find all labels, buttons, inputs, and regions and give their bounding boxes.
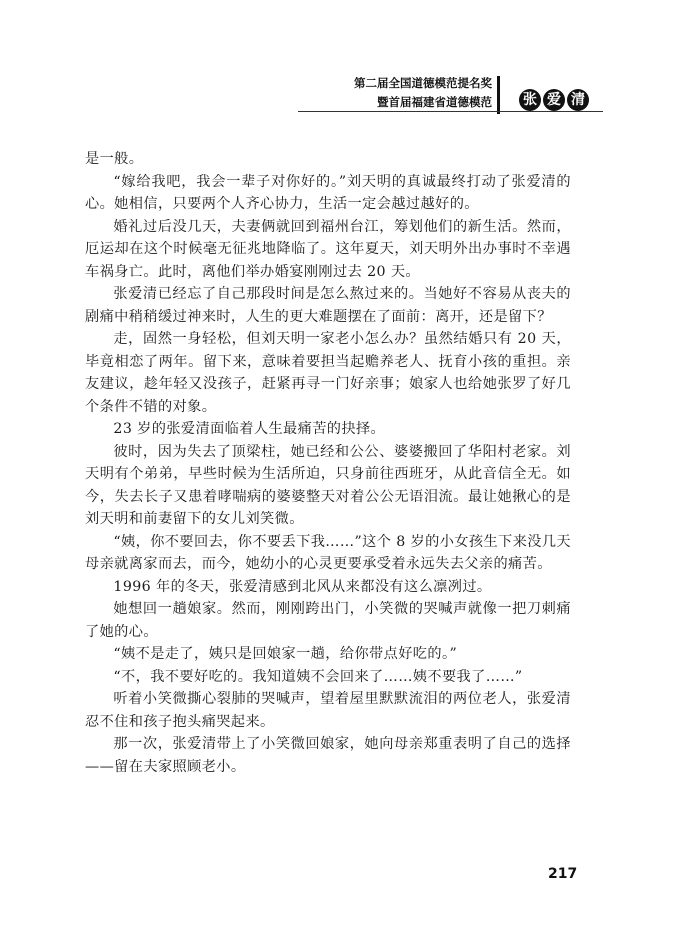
paragraph: 听着小笑微撕心裂肺的哭喊声，望着屋里默默流泪的两位老人，张爱清忍不住和孩子抱头痛哭起来。 xyxy=(85,691,571,730)
page-number: 217 xyxy=(548,866,578,882)
paragraph: 彼时，因为失去了顶梁柱，她已经和公公、婆婆搬回了华阳村老家。刘天明有个弟弟，早些时候为生活所迫，只身前往西班牙，从此音信全无。如今，失去长子又患着哮喘病的婆婆整天对着公公无语泪流。最让她揪心的是刘天明和前妻留下的女儿刘笑微。 xyxy=(85,443,571,527)
paragraph: 走，固然一身轻松，但刘天明一家老小怎么办？虽然结婚只有 20 天，毕竟相恋了两年。留下来，意味着要担当起赡养老人、抚育小孩的重担。亲友建议，趁年轻又没孩子，赶紧再寻一门好亲事；娘家人也给她张罗了好几个条件不错的对象。 xyxy=(85,331,571,415)
header-divider-bar xyxy=(497,76,500,114)
paragraph: 张爱清已经忘了自己那段时间是怎么熬过来的。当她好不容易从丧夫的剧痛中稍稍缓过神来时，人生的更大难题摆在了面前：离开，还是留下？ xyxy=(85,286,571,325)
name-seal xyxy=(519,89,589,111)
header-rule xyxy=(298,111,603,112)
paragraph: 1996 年的冬天，张爱清感到北风从来都没有这么凛冽过。 xyxy=(113,578,492,595)
header-line-2: 暨首届福建省道德模范 xyxy=(377,95,492,109)
paragraph: 婚礼过后没几天，夫妻俩就回到福州台江，筹划他们的新生活。然而，厄运却在这个时候毫无征兆地降临了。这年夏天，刘天明外出办事时不幸遇车祸身亡。此时，离他们举办婚宴刚刚过去 20 天。 xyxy=(85,218,571,280)
paragraph: 23 岁的张爱清面临着人生最痛苦的抉择。 xyxy=(113,421,386,437)
seal-char-3: 清 xyxy=(567,89,589,111)
paragraph: 她想回一趟娘家。然而，刚刚跨出门，小笑微的哭喊声就像一把刀刺痛了她的心。 xyxy=(85,601,571,640)
paragraph: 那一次，张爱清带上了小笑微回娘家，她向母亲郑重表明了自己的选择——留在夫家照顾老小。 xyxy=(85,736,571,775)
paragraph: “姨，你不要回去，你不要丢下我……”这个 8 岁的小女孩生下来没几天母亲就离家而去，而今，她幼小的心灵更要承受着永远失去父亲的痛苦。 xyxy=(85,533,571,572)
seal-char-1: 张 xyxy=(519,89,541,111)
body-text xyxy=(85,148,571,778)
paragraph: “嫁给我吧，我会一辈子对你好的。”刘天明的真诚最终打动了张爱清的心。她相信，只要两个人齐心协力，生活一定会越过越好的。 xyxy=(85,173,571,212)
paragraph: 是一般。 xyxy=(85,151,144,167)
paragraph: “姨不是走了，姨只是回娘家一趟，给你带点好吃的。” xyxy=(113,646,458,662)
paragraph: “不，我不要好吃的。我知道姨不会回来了……姨不要我了……” xyxy=(113,668,523,685)
running-header xyxy=(0,64,677,124)
header-line-1: 第二届全国道德模范提名奖 xyxy=(354,76,492,90)
header-titles xyxy=(354,74,492,112)
seal-char-2: 爱 xyxy=(543,89,565,111)
